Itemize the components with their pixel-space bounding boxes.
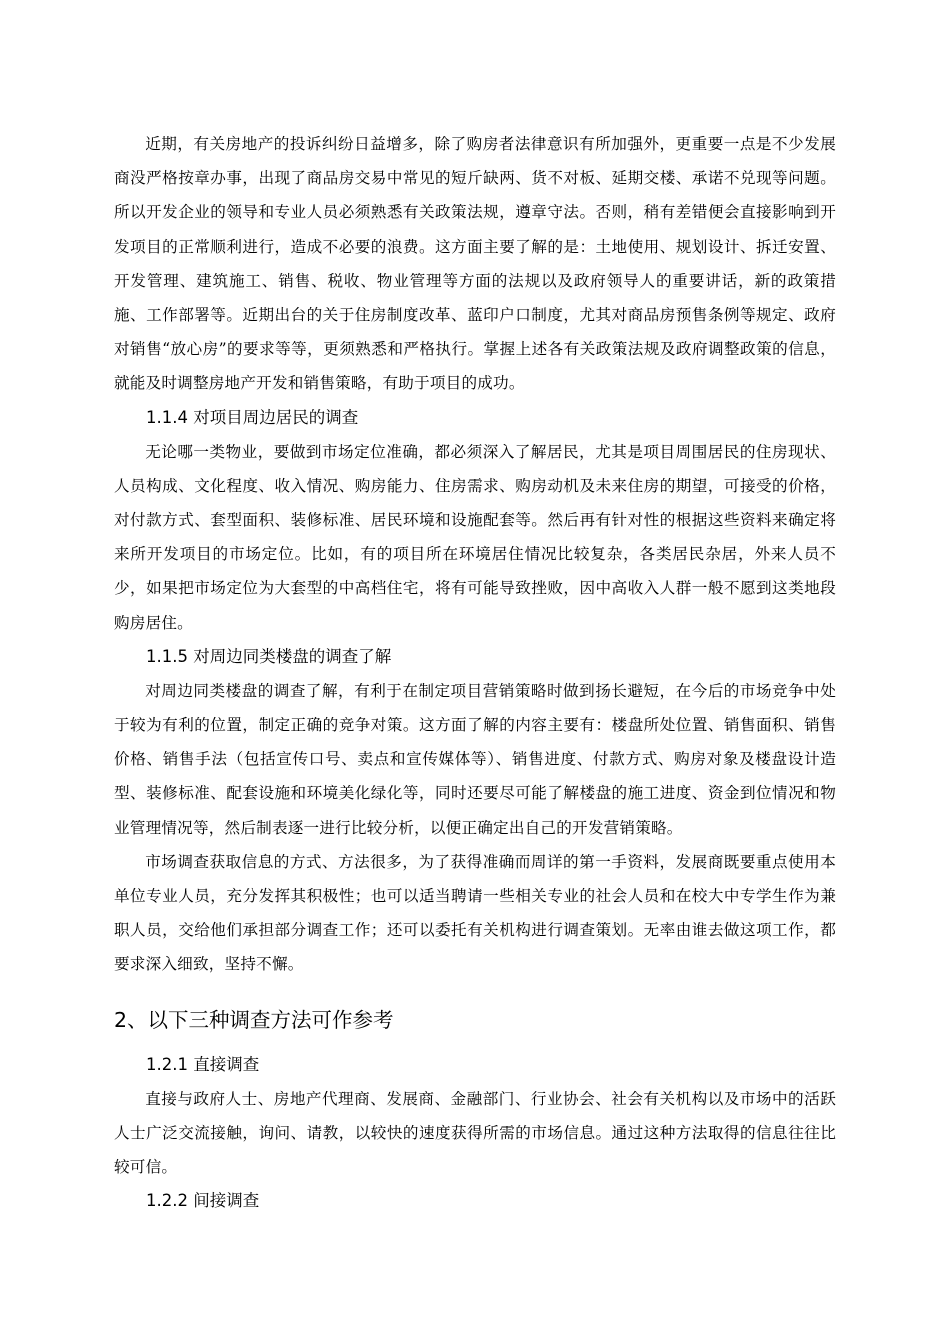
- paragraph-survey-methods: 市场调查获取信息的方式、方法很多，为了获得准确而周详的第一手资料，发展商既要重点使用本单位专业人员，充分发挥其积极性；也可以适当聘请一些相关专业的社会人员和在校大中专学生作为兼职人员，交给他们承担部分调查工作；还可以委托有关机构进行调查策划。无率由谁去做这项工作，都要求深入细致，坚持不懈。: [114, 852, 836, 974]
- heading-section-2: 2、以下三种调查方法可作参考: [114, 1007, 394, 1032]
- heading-1-2-1: 1.2.1 直接调查: [146, 1054, 260, 1074]
- heading-1-1-4: 1.1.4 对项目周边居民的调查: [146, 407, 359, 427]
- heading-1-1-5: 1.1.5 对周边同类楼盘的调查了解: [146, 646, 392, 666]
- paragraph-residents-survey: 无论哪一类物业，要做到市场定位准确，都必须深入了解居民，尤其是项目周围居民的住房现状、人员构成、文化程度、收入情况、购房能力、住房需求、购房动机及未来住房的期望，可接受的价格，对付款方式、套型面积、装修标准、居民环境和设施配套等。然后再有针对性的根据这些资料来确定将来所开发项目的市场定位。比如，有的项目所在环境居住情况比较复杂，各类居民杂居，外来人员不少，如果把市场定位为大套型的中高档住宅，将有可能导致挫败，因中高收入人群一般不愿到这类地段购房居住。: [114, 442, 836, 632]
- paragraph-policy-regulations: 近期，有关房地产的投诉纠纷日益增多，除了购房者法律意识有所加强外，更重要一点是不少发展商没严格按章办事，出现了商品房交易中常见的短斤缺两、货不对板、延期交楼、承诺不兑现等问题。所以开发企业的领导和专业人员必须熟悉有关政策法规，遵章守法。否则，稍有差错便会直接影响到开发项目的正常顺利进行，造成不必要的浪费。这方面主要了解的是：土地使用、规划设计、拆迁安置、开发管理、建筑施工、销售、税收、物业管理等方面的法规以及政府领导人的重要讲话，新的政策措施、工作部署等。近期出台的关于住房制度改革、蓝印户口制度，尤其对商品房预售条例等规定、政府对销售“放心房”的要求等等，更须熟悉和严格执行。掌握上述各有关政策法规及政府调整政策的信息，就能及时调整房地产开发和销售策略，有助于项目的成功。: [114, 135, 836, 393]
- heading-1-2-2: 1.2.2 间接调查: [146, 1191, 260, 1211]
- document-page: [114, 127, 836, 1218]
- paragraph-competitor-survey: 对周边同类楼盘的调查了解，有利于在制定项目营销策略时做到扬长避短，在今后的市场竞争中处于较为有利的位置，制定正确的竞争对策。这方面了解的内容主要有：楼盘所处位置、销售面积、销售价格、销售手法（包括宣传口号、卖点和宣传媒体等）、销售进度、付款方式、购房对象及楼盘设计造型、装修标准、配套设施和环境美化绿化等，同时还要尽可能了解楼盘的施工进度、资金到位情况和物业管理情况等，然后制表逐一进行比较分析，以便正确定出自己的开发营销策略。: [114, 681, 836, 837]
- paragraph-direct-survey: 直接与政府人士、房地产代理商、发展商、金融部门、行业协会、社会有关机构以及市场中的活跃人士广泛交流接触，询问、请教，以较快的速度获得所需的市场信息。通过这种方法取得的信息往往比较可信。: [114, 1089, 836, 1177]
